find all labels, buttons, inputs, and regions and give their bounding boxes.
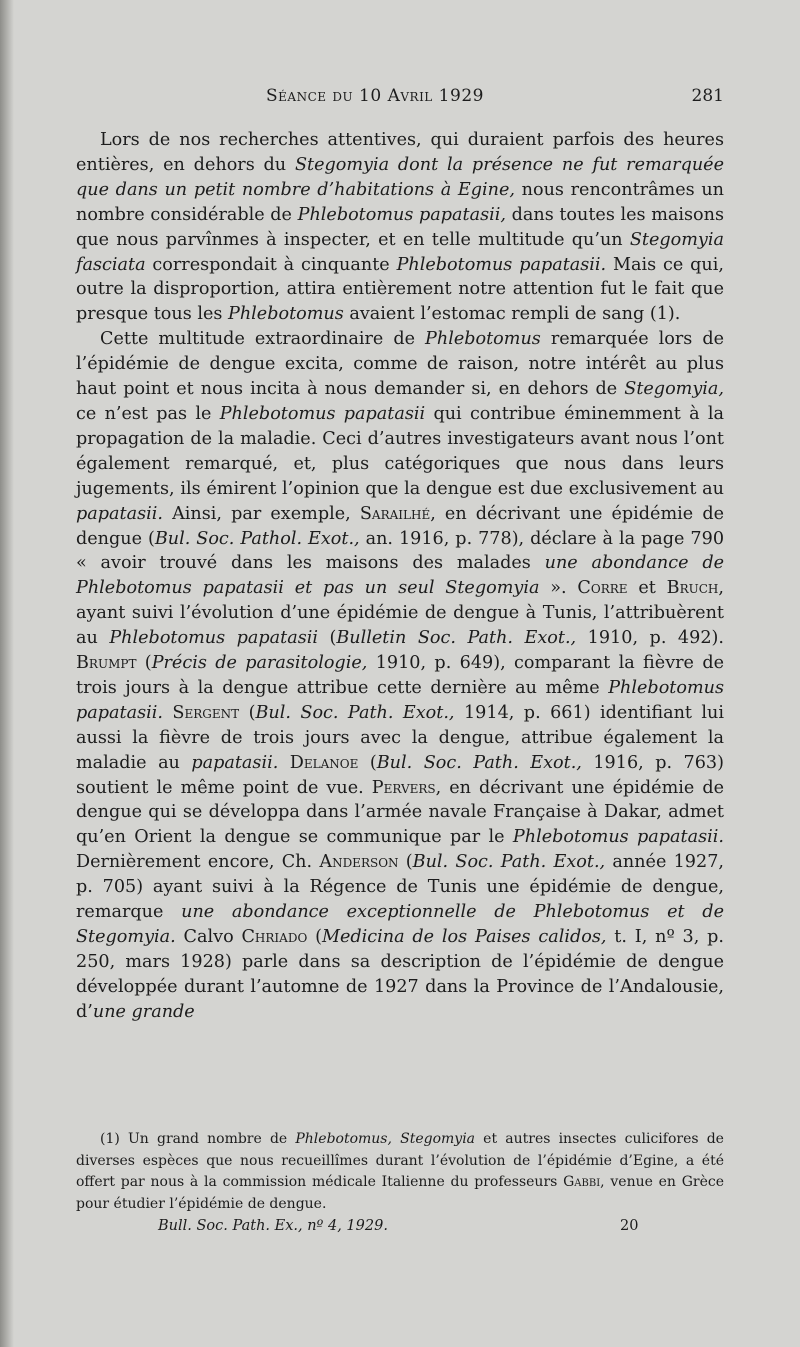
- text-run: (: [317, 628, 337, 649]
- italic-run: Phlebotomus papatasii.: [396, 254, 607, 275]
- body-text: [76, 128, 724, 1025]
- text-run: nous rencontrâmes un nombre considérable de: [76, 179, 725, 225]
- footnote-1: [76, 1129, 724, 1215]
- text-run: remarquée lors de l’épidémie de dengue excita, comme de raison, notre intérêt au plus haut point et nous incita à nous demander si, en dehors de: [76, 329, 724, 400]
- text-run: en décrivant une épidémie de dengue (: [76, 503, 724, 549]
- italic-run: une abondance exceptionnelle de Phlebotomus et de Stegomyia.: [76, 902, 724, 947]
- text-run: Cette multitude extraordinaire de: [100, 329, 426, 350]
- italic-run: Bul. Soc. Path. Exot.,: [376, 752, 582, 773]
- italic-run: Stegomyia fasciata: [76, 229, 724, 275]
- text-run: (: [398, 852, 413, 873]
- text-run: Lors de nos recherches attentives, qui duraient parfois des heures entières, en dehors du: [76, 130, 724, 175]
- italic-run: Phlebotomus papatasii,: [297, 204, 506, 225]
- author-name: Sarailhé,: [359, 503, 436, 524]
- book-spine-shadow: [0, 0, 14, 1347]
- text-run: 1910, p. 492).: [576, 628, 724, 649]
- text-run: et: [627, 578, 667, 599]
- footnotes: [76, 1129, 724, 1215]
- text-run: an. 1916, p. 778), déclare à la page 790 « avoir trouvé dans les maisons des malades: [76, 528, 725, 574]
- journal-citation: Bull. Soc. Path. Ex., nº 4, 1929.: [158, 1218, 388, 1234]
- text-run: [278, 753, 289, 773]
- text-run: (: [307, 927, 322, 947]
- text-run: qui contribue éminemment à la propagation de la maladie. Ceci d’autres investigateurs avant nous l’ont également remarqué, et, plus catégoriques que nous dans leurs jugements, ils émirent l’opinion que la dengue est due exclusivement au: [76, 403, 724, 499]
- italic-run: Phlebotomus: [425, 329, 541, 350]
- italic-run: Bul. Soc. Path. Exot.,: [255, 702, 455, 723]
- italic-run: Phlebotomus papatasii.: [76, 677, 724, 723]
- text-run: année 1927, p. 705) ayant suivi à la Régence de Tunis une épidémie de dengue, remarque: [76, 852, 724, 923]
- text-run: et autres insectes culicifores de diverses espèces que nous recueillîmes durant l’évolution de l’épidémie d’Egine, a été offert par nous à la commission médicale Italienne du professeurs: [76, 1131, 724, 1191]
- author-name: Gabbi,: [563, 1174, 605, 1191]
- italic-run: Phlebotomus papatasii.: [512, 827, 724, 848]
- text-run: (: [358, 752, 377, 773]
- author-name: Sergent: [172, 702, 240, 723]
- italic-run: papatasii.: [191, 752, 279, 773]
- paragraph-2: [76, 327, 724, 1024]
- author-name: Chriado: [241, 927, 308, 947]
- text-run: Mais ce qui, outre la disproportion, attira entièrement notre attention fut le fait que presque tous les: [76, 254, 724, 325]
- text-run: 1914, p. 661) identifiant lui aussi la fièvre de trois jours avec la dengue, attribue également la maladie au: [76, 702, 725, 773]
- page-number: 281: [691, 86, 724, 106]
- text-run: ce n’est pas le: [76, 403, 220, 424]
- text-run: ».: [539, 578, 578, 599]
- italic-run: papatasii.: [76, 503, 163, 524]
- sheet-number: 20: [620, 1218, 639, 1234]
- author-name: Anderson: [319, 852, 399, 873]
- text-run: (: [239, 702, 256, 723]
- author-name: Bruch,: [666, 578, 724, 599]
- author-name: Delanoe: [289, 752, 359, 773]
- italic-run: une abondance de Phlebotomus papatasii et pas un seul Stegomyia: [76, 553, 724, 599]
- running-head-title: Séance du 10 Avril 1929: [266, 86, 484, 106]
- italic-run: Phlebotomus papatasii: [109, 628, 318, 649]
- text-run: 1910, p. 649), comparant la fièvre de trois jours à la dengue attribue cette dernière au même: [76, 653, 724, 698]
- text-run: en décrivant une épidémie de dengue qui se développa dans l’armée navale Française à Dakar, admet qu’en Orient la dengue se communique par le: [76, 777, 724, 848]
- text-run: venue en Grèce pour étudier l’épidémie de dengue.: [76, 1174, 724, 1212]
- text-run: ayant suivi l’évolution d’une épidémie de dengue à Tunis, l’attribuèrent au: [76, 603, 724, 649]
- text-run: dans toutes les maisons que nous parvînmes à inspecter, et en telle multitude qu’un: [76, 204, 724, 250]
- italic-run: Stegomyia dont la présence ne fut remarquée que dans un petit nombre d’habitations à Egine,: [76, 154, 725, 200]
- text-run: [163, 703, 172, 723]
- author-name: Corre: [577, 578, 628, 599]
- text-run: Calvo: [175, 927, 242, 947]
- italic-run: une grande: [92, 1001, 195, 1022]
- italic-run: Medicina de los Paises calidos,: [321, 927, 607, 947]
- text-run: avaient l’estomac rempli de sang (1).: [343, 304, 681, 325]
- text-run: (: [136, 653, 152, 674]
- italic-run: Précis de parasitologie,: [151, 653, 368, 674]
- text-run: Ainsi, par exemple,: [162, 503, 360, 524]
- italic-run: Phlebotomus papatasii: [219, 403, 426, 424]
- italic-run: Phlebotomus, Stegomyia: [295, 1131, 476, 1147]
- text-run: 1916, p. 763) soutient le même point de vue.: [76, 752, 724, 798]
- running-head: [76, 86, 724, 116]
- author-name: Pervers,: [371, 777, 442, 798]
- paragraph-1: [76, 128, 724, 327]
- italic-run: Bulletin Soc. Path. Exot.,: [336, 628, 577, 649]
- text-run: correspondait à cinquante: [145, 254, 397, 275]
- italic-run: Phlebotomus: [228, 304, 344, 325]
- italic-run: Bul. Soc. Path. Exot.,: [412, 852, 606, 873]
- text-run: t. I, nº 3, p. 250, mars 1928) parle dans sa description de l’épidémie de dengue développée durant l’automne de 1927 dans la Province de l’Andalousie, d’: [76, 927, 724, 1022]
- italic-run: Stegomyia,: [624, 379, 724, 400]
- italic-run: Bul. Soc. Pathol. Exot.,: [154, 528, 360, 549]
- author-name: Brumpt: [76, 653, 137, 674]
- text-run: (1) Un grand nombre de: [100, 1131, 296, 1147]
- text-run: Dernièrement encore, Ch.: [76, 852, 320, 873]
- signature-line: [76, 1218, 724, 1242]
